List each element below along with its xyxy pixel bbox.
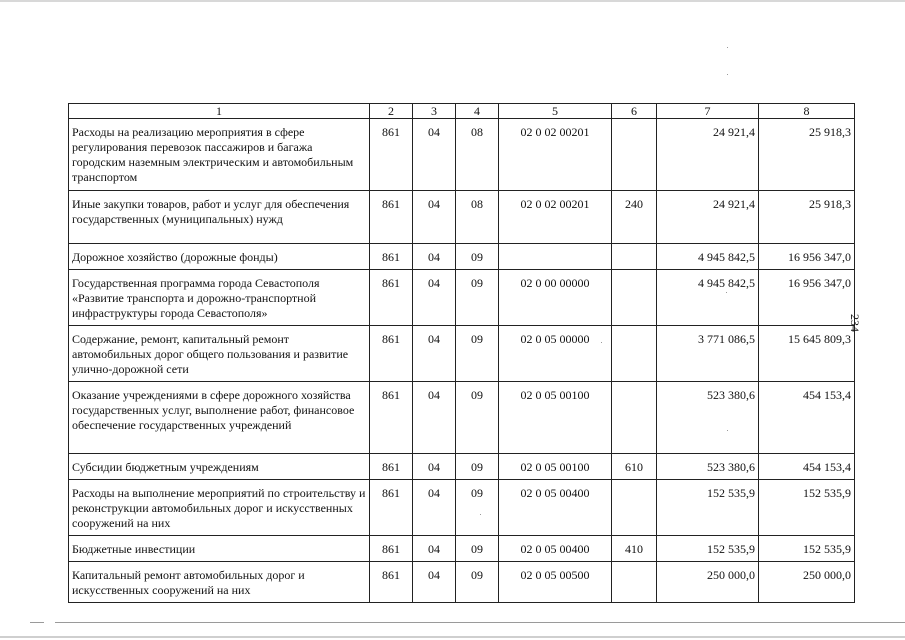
expense-type-code: 610 xyxy=(612,454,657,480)
ministry-code: 861 xyxy=(370,480,413,536)
page-top-edge xyxy=(0,0,905,2)
section-code: 04 xyxy=(413,270,456,326)
amount-col8: 250 000,0 xyxy=(759,562,855,603)
expense-name: Государственная программа города Севастополя «Развитие транспорта и дорожно-транспортной инфраструктуры города Севастополя» xyxy=(69,270,370,326)
target-item-code: 02 0 05 00100 xyxy=(499,382,612,454)
column-header: 8 xyxy=(759,104,855,119)
section-code: 04 xyxy=(413,480,456,536)
amount-col8: 152 535,9 xyxy=(759,536,855,562)
expense-type-code xyxy=(612,382,657,454)
amount-col7: 4 945 842,5 xyxy=(657,270,759,326)
expense-name: Содержание, ремонт, капитальный ремонт автомобильных дорог общего пользования и развитие улично-дорожной сети xyxy=(69,326,370,382)
column-header: 7 xyxy=(657,104,759,119)
amount-col8: 25 918,3 xyxy=(759,119,855,191)
table-header-row xyxy=(69,104,855,119)
amount-col8: 454 153,4 xyxy=(759,382,855,454)
column-header: 2 xyxy=(370,104,413,119)
amount-col7: 250 000,0 xyxy=(657,562,759,603)
column-header: 1 xyxy=(69,104,370,119)
target-item-code: 02 0 05 00500 xyxy=(499,562,612,603)
amount-col7: 523 380,6 xyxy=(657,454,759,480)
target-item-code: 02 0 05 00400 xyxy=(499,536,612,562)
page-bottom-edge xyxy=(0,636,905,638)
subsection-code: 09 xyxy=(456,480,499,536)
table-row xyxy=(69,480,855,536)
expense-name: Расходы на реализацию мероприятия в сфере регулирования перевозок пассажиров и багажа городским наземным электрическим и автомобильным транспортом xyxy=(69,119,370,191)
scan-speck xyxy=(727,47,728,48)
table-row xyxy=(69,562,855,603)
scan-speck xyxy=(727,74,728,75)
subsection-code: 09 xyxy=(456,562,499,603)
expense-name: Дорожное хозяйство (дорожные фонды) xyxy=(69,244,370,270)
subsection-code: 08 xyxy=(456,191,499,244)
ministry-code: 861 xyxy=(370,191,413,244)
target-item-code: 02 0 00 00000 xyxy=(499,270,612,326)
amount-col7: 24 921,4 xyxy=(657,119,759,191)
subsection-code: 09 xyxy=(456,244,499,270)
amount-col7: 4 945 842,5 xyxy=(657,244,759,270)
ministry-code: 861 xyxy=(370,270,413,326)
table-row xyxy=(69,536,855,562)
target-item-code: 02 0 05 00400 xyxy=(499,480,612,536)
bottom-rule-left xyxy=(30,622,44,623)
section-code: 04 xyxy=(413,191,456,244)
expense-name: Иные закупки товаров, работ и услуг для обеспечения государственных (муниципальных) нужд xyxy=(69,191,370,244)
expense-type-code xyxy=(612,562,657,603)
target-item-code: 02 0 02 00201 xyxy=(499,191,612,244)
budget-table xyxy=(68,103,855,603)
expense-type-code: 240 xyxy=(612,191,657,244)
subsection-code: 09 xyxy=(456,270,499,326)
amount-col8: 16 956 347,0 xyxy=(759,270,855,326)
section-code: 04 xyxy=(413,536,456,562)
ministry-code: 861 xyxy=(370,536,413,562)
section-code: 04 xyxy=(413,454,456,480)
expense-name: Капитальный ремонт автомобильных дорог и искусственных сооружений на них xyxy=(69,562,370,603)
expense-type-code xyxy=(612,270,657,326)
column-header: 4 xyxy=(456,104,499,119)
amount-col7: 152 535,9 xyxy=(657,480,759,536)
ministry-code: 861 xyxy=(370,244,413,270)
amount-col7: 3 771 086,5 xyxy=(657,326,759,382)
ministry-code: 861 xyxy=(370,326,413,382)
target-item-code: 02 0 02 00201 xyxy=(499,119,612,191)
expense-name: Оказание учреждениями в сфере дорожного хозяйства государственных услуг, выполнение работ, финансовое обеспечение государственных учреждений xyxy=(69,382,370,454)
ministry-code: 861 xyxy=(370,382,413,454)
table-row xyxy=(69,191,855,244)
column-header: 5 xyxy=(499,104,612,119)
expense-type-code xyxy=(612,480,657,536)
expense-type-code xyxy=(612,244,657,270)
expense-type-code xyxy=(612,119,657,191)
amount-col8: 25 918,3 xyxy=(759,191,855,244)
section-code: 04 xyxy=(413,326,456,382)
target-item-code: 02 0 05 00000 xyxy=(499,326,612,382)
table-row xyxy=(69,270,855,326)
amount-col8: 15 645 809,3 xyxy=(759,326,855,382)
subsection-code: 09 xyxy=(456,536,499,562)
ministry-code: 861 xyxy=(370,562,413,603)
ministry-code: 861 xyxy=(370,454,413,480)
section-code: 04 xyxy=(413,382,456,454)
amount-col8: 16 956 347,0 xyxy=(759,244,855,270)
amount-col7: 152 535,9 xyxy=(657,536,759,562)
table-row xyxy=(69,454,855,480)
bottom-rule xyxy=(55,622,905,623)
target-item-code xyxy=(499,244,612,270)
amount-col7: 24 921,4 xyxy=(657,191,759,244)
expense-name: Субсидии бюджетным учреждениям xyxy=(69,454,370,480)
target-item-code: 02 0 05 00100 xyxy=(499,454,612,480)
table-row xyxy=(69,326,855,382)
subsection-code: 08 xyxy=(456,119,499,191)
table-row xyxy=(69,119,855,191)
amount-col8: 152 535,9 xyxy=(759,480,855,536)
table-row xyxy=(69,244,855,270)
expense-type-code: 410 xyxy=(612,536,657,562)
amount-col8: 454 153,4 xyxy=(759,454,855,480)
expense-name: Расходы на выполнение мероприятий по строительству и реконструкции автомобильных дорог и искусственных сооружений на них xyxy=(69,480,370,536)
section-code: 04 xyxy=(413,562,456,603)
subsection-code: 09 xyxy=(456,454,499,480)
column-header: 3 xyxy=(413,104,456,119)
subsection-code: 09 xyxy=(456,382,499,454)
section-code: 04 xyxy=(413,244,456,270)
table-row xyxy=(69,382,855,454)
subsection-code: 09 xyxy=(456,326,499,382)
section-code: 04 xyxy=(413,119,456,191)
amount-col7: 523 380,6 xyxy=(657,382,759,454)
page-number: 234 xyxy=(848,314,862,332)
ministry-code: 861 xyxy=(370,119,413,191)
expense-type-code xyxy=(612,326,657,382)
expense-name: Бюджетные инвестиции xyxy=(69,536,370,562)
column-header: 6 xyxy=(612,104,657,119)
